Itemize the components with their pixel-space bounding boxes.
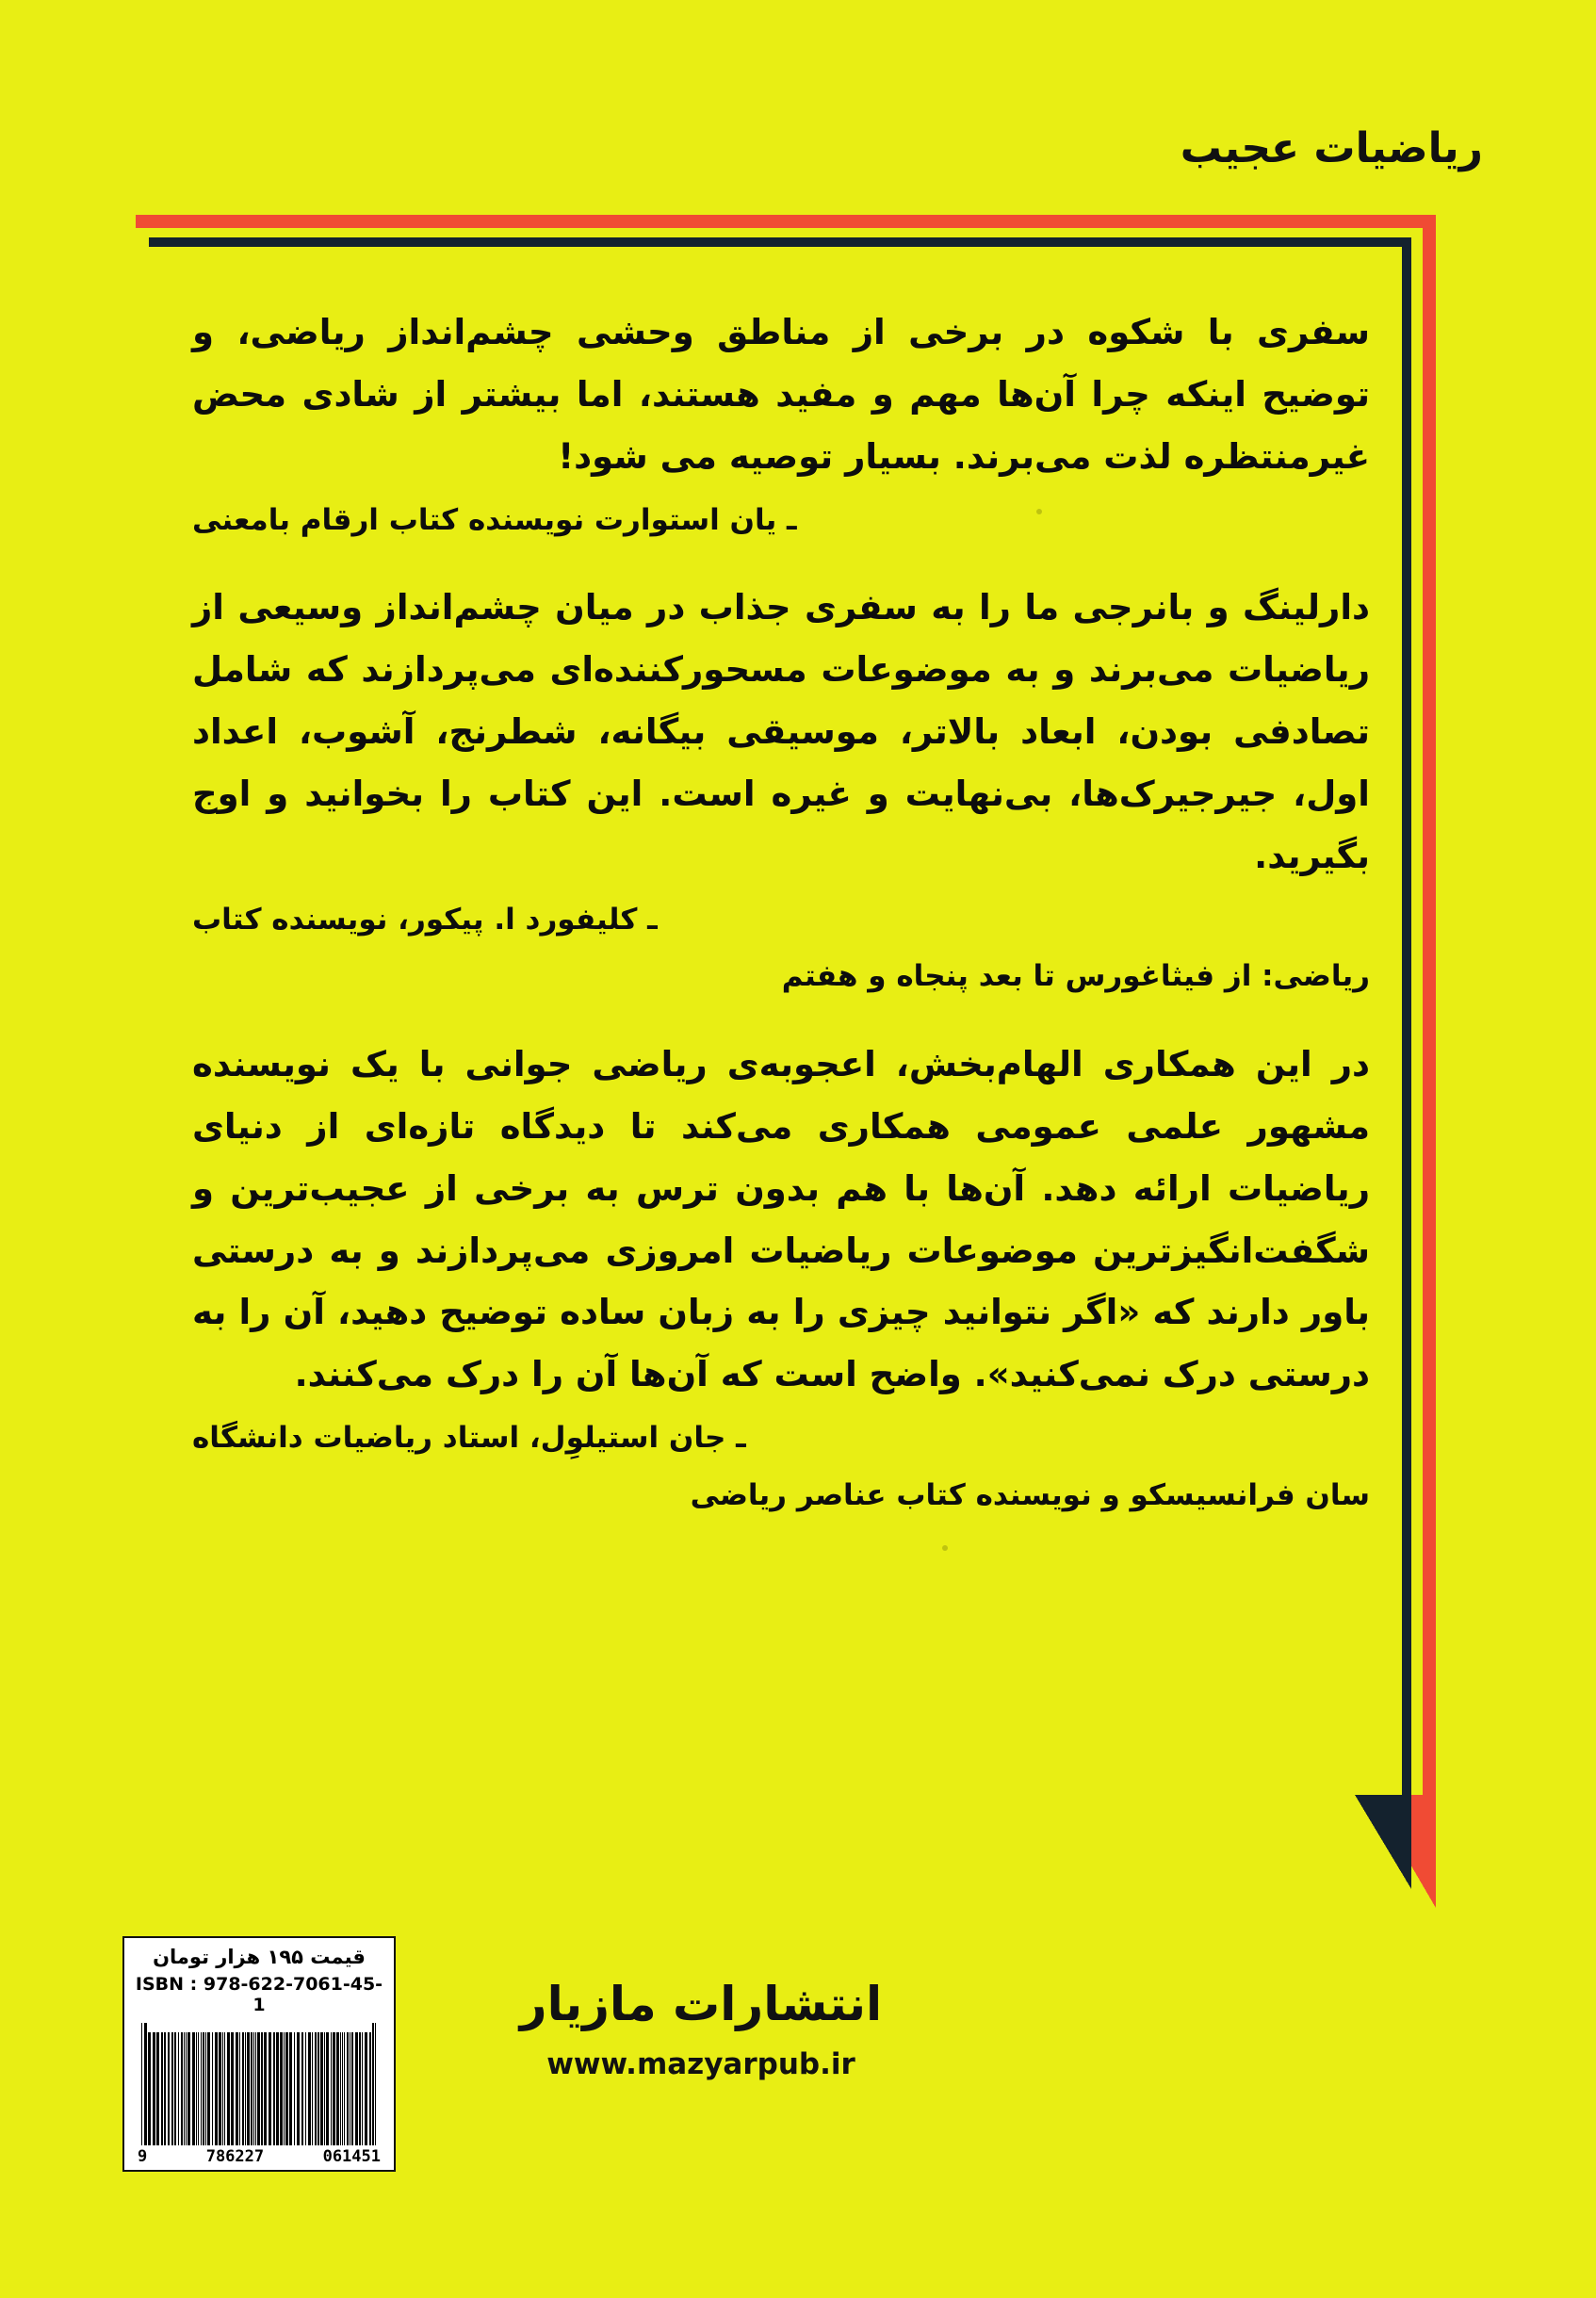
blurb-item <box>192 577 1370 1002</box>
publisher-block <box>503 1979 899 2081</box>
publisher-url: www.mazyarpub.ir <box>546 2047 855 2081</box>
blurb-list <box>192 302 1370 1552</box>
blurb-item <box>192 302 1370 545</box>
barcode-digit-left: 9 <box>138 2147 148 2166</box>
barcode-box <box>122 1936 396 2172</box>
blurb-item <box>192 1034 1370 1521</box>
barcode-bars <box>130 2023 388 2145</box>
barcode-digit-right: 061451 <box>322 2147 381 2166</box>
price-label: قیمت ۱۹۵ هزار تومان <box>153 1946 366 1968</box>
blurb-body: در این همکاری الهام‌بخش، اعجوبه‌ی ریاضی جوانی با یک نویسنده مشهور علمی عمومی همکاری می‌کند تا دیدگاه تازه‌ای از دنیای ریاضیات ارائه دهد. آن‌ها با هم بدون ترس به برخی از عجیب‌ترین و شگفت‌انگیزترین موضوعات ریاضیات امروزی می‌پردازند و به درستی باور دارند که «اگر نتوانید چیزی را به زبان ساده توضیح دهید، آن را به درستی درک نمی‌کنید». واضح است که آن‌ها آن را درک می‌کنند. <box>192 1043 1370 1395</box>
decorative-dark-frame-tail <box>1355 1795 1411 1889</box>
barcode-digit-mid: 786227 <box>205 2147 265 2166</box>
barcode-digits <box>130 2145 388 2166</box>
cover-top-title: ریاضیات عجیب <box>1180 124 1483 172</box>
scan-speck <box>1036 509 1042 514</box>
isbn-label: ISBN : 978-622-7061-45-1 <box>135 1974 383 2015</box>
blurb-body: سفری با شکوه در برخی از مناطق وحشی چشم‌انداز ریاضی، و توضیح اینکه چرا آن‌ها مهم و مفید هستند، اما بیشتر از شادی محض غیرمنتظره لذت می‌برند. بسیار توصیه می شود! <box>192 312 1370 477</box>
scan-speck <box>942 1545 948 1551</box>
blurb-attribution: ـ جان استیلوِل، استاد ریاضیات دانشگاه <box>192 1421 746 1456</box>
blurb-attribution-title: ریاضی: از فیثاغورس تا بعد پنجاه و هفتم <box>781 959 1370 994</box>
blurb-attribution: ـ یان استوارت نویسنده کتاب ارقام بامعنی <box>192 502 797 537</box>
publisher-name: انتشارات مازیار <box>519 1977 883 2031</box>
blurb-attribution: ـ کلیفورد ا. پیکور، نویسنده کتاب <box>192 902 658 937</box>
blurb-attribution-title: سان فرانسیسکو و نویسنده کتاب عناصر ریاضی <box>690 1477 1370 1512</box>
blurb-body: دارلینگ و بانرجی ما را به سفری جذاب در میان چشم‌انداز وسیعی از ریاضیات می‌برند و به موضوعات مسحورکننده‌ای می‌پردازند که شامل تصادفی بودن، ابعاد بالاتر، موسیقی بیگانه، شطرنج، آشوب، اعداد اول، جیرجیرک‌ها، بی‌نهایت و غیره است. این کتاب را بخوانید و اوج بگیرید. <box>192 587 1370 876</box>
